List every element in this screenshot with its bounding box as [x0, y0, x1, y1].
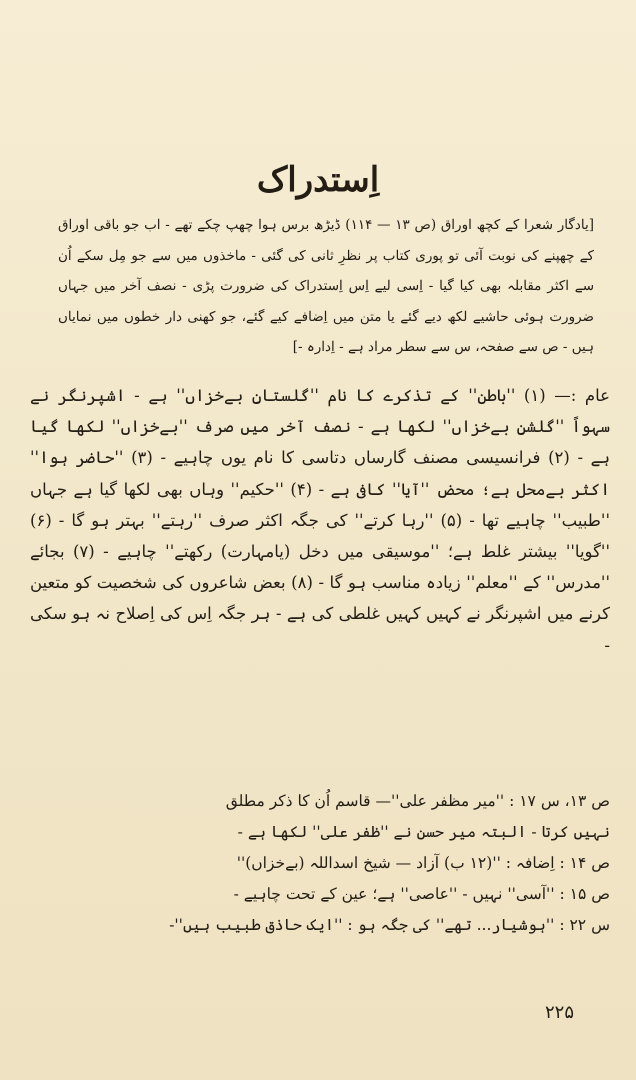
correction-line: ص ۱۵ : ''آسی'' نہیں - ''عاصی'' ہے؛ عین کے تحت چاہیے - [233, 885, 610, 903]
intro-note: [یادگار شعرا کے کچھ اوراق (ص ۱۳ — ۱۱۴) ڈیڑھ برس ہوا چھپ چکے تھے - اب جو باقی اوراق کے چھپنے کی نوبت آئی تو پوری کتاب پر نظرِ ثانی کی گئی - ماخذوں میں سے جو مِل سکے اُن سے اکثر مقابلہ بھی کیا گیا - اِسی لیے اِس اِستدراک کی ضرورت پڑی - نصف آخر میں جہاں ضرورت ہوئی حاشیے لکھ دیے گئے یا متن میں اِضافے کیے گئے، جو کھنی دار خطوں میں نمایاں ہیں - ص سے صفحہ، س سے سطر مراد ہے - اِدارہ -] [58, 217, 594, 355]
correction-line: نہیں کرتا - البتہ میر حسن نے ''ظفر علی'' لکھا ہے - [237, 823, 610, 841]
page-number: ۲۲۵ [545, 1002, 575, 1023]
page-title: اِستدراک [256, 160, 380, 200]
correction-line: ص ۱۳، س ۱۷ : ''میر مظفر علی''— قاسم اُن کا ذکر مطلق [225, 792, 610, 810]
correction-line: ص ۱۴ : اِضافہ : ''(۱۲ ب) آزاد — شیخ اسداللہ (بےخزاں)'' [236, 854, 610, 872]
general-paragraph: عام :— (۱) ''باطن'' کے تذکرے کا نام ''گلستانِ بےخزاں'' ہے - اشپرنگر نے سہواً ''گلشنِ بےخزاں'' لکھا ہے - نصف آخر میں صرف ''بےخزاں'' لکھا گیا ہے - (۲) فرانسیسی مصنف گارساں دتاسی کا نام یوں چاہیے - (۳) ''حاضر ہوا'' اکثر بےمحل ہے؛ محض ''آیا'' کافی ہے - (۴) ''حکیم'' وہاں بھی لکھا گیا ہے جہاں ''طبیب'' چاہیے تھا - (۵) ''رہا کرتے'' کی جگہ اکثر صرف ''رہتے'' بہتر ہو گا - (۶) ''گویا'' بیشتر غلط ہے؛ ''موسیقی میں دخل (یامہارت) رکھتے'' چاہیے - (۷) بجائے ''مدرس'' کے ''معلم'' زیادہ مناسب ہو گا - (۸) بعض شاعروں کی شخصیت کو متعین کرنے میں اشپرنگر نے کہیں کہیں غلطی کی ہے - ہر جگہ اِس کی اِصلاح نہ ہو سکی - [30, 386, 610, 655]
correction-line: س ۲۲ : ''ہوشیار... تھے'' کی جگہ ہو : ''ایک حاذق طبیب ہیں''- [169, 916, 610, 934]
corrections-list [30, 786, 610, 941]
